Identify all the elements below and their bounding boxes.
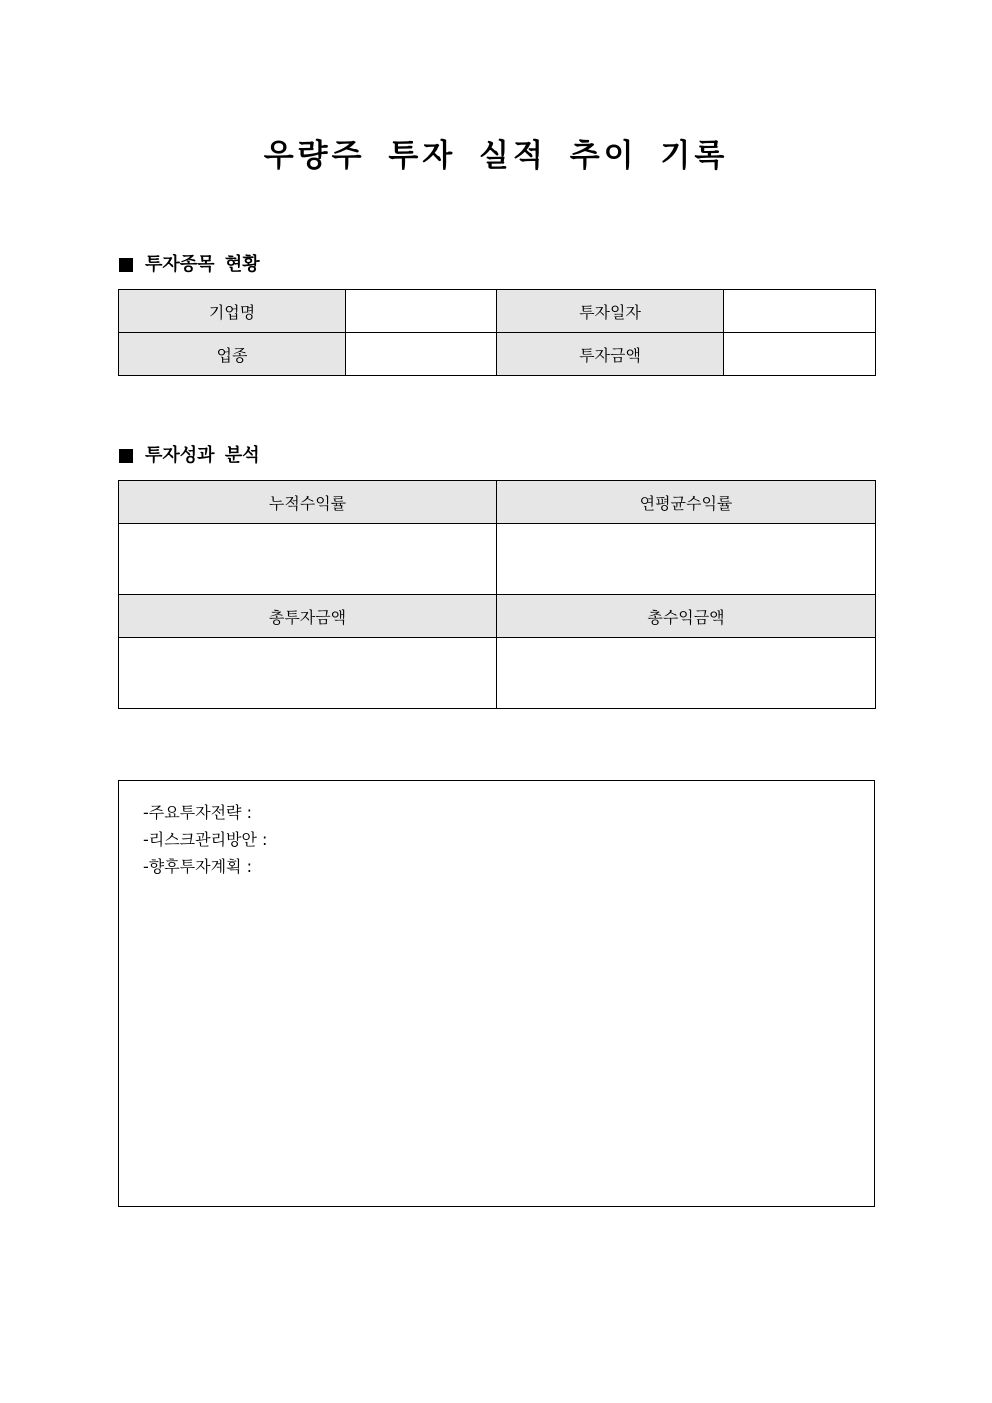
investment-amount-field[interactable] — [724, 333, 876, 376]
total-profit-field[interactable] — [497, 638, 876, 709]
table-row — [119, 638, 876, 709]
risk-management-note-label: -리스크관리방안 : — [143, 830, 268, 849]
investment-amount-label: 투자금액 — [497, 333, 724, 376]
strategy-note-label: -주요투자전략 : — [143, 803, 252, 822]
section-heading-performance — [119, 444, 260, 468]
section-heading-text: 투자성과 분석 — [145, 445, 260, 466]
total-investment-label: 총투자금액 — [119, 595, 497, 638]
table-row — [119, 524, 876, 595]
investment-date-label: 투자일자 — [497, 290, 724, 333]
industry-label: 업종 — [119, 333, 346, 376]
notes-box[interactable] — [118, 780, 875, 1207]
annual-average-return-field[interactable] — [497, 524, 876, 595]
table-row — [119, 290, 876, 333]
table-row — [119, 595, 876, 638]
company-name-field[interactable] — [346, 290, 497, 333]
company-name-label: 기업명 — [119, 290, 346, 333]
table-row — [119, 333, 876, 376]
performance-table — [118, 480, 876, 709]
square-bullet-icon — [119, 258, 133, 272]
total-profit-label: 총수익금액 — [497, 595, 876, 638]
investment-date-field[interactable] — [724, 290, 876, 333]
document-title: 우량주 투자 실적 추이 기록 — [263, 138, 729, 174]
cumulative-return-label: 누적수익률 — [119, 481, 497, 524]
total-investment-field[interactable] — [119, 638, 497, 709]
notes-lines — [143, 799, 267, 880]
section-heading-holdings — [119, 253, 260, 277]
cumulative-return-field[interactable] — [119, 524, 497, 595]
table-row — [119, 481, 876, 524]
annual-average-return-label: 연평균수익률 — [497, 481, 876, 524]
industry-field[interactable] — [346, 333, 497, 376]
future-plan-note-label: -향후투자계획 : — [143, 857, 252, 876]
square-bullet-icon — [119, 449, 133, 463]
section-heading-text: 투자종목 현황 — [145, 254, 260, 275]
holdings-table — [118, 289, 876, 376]
